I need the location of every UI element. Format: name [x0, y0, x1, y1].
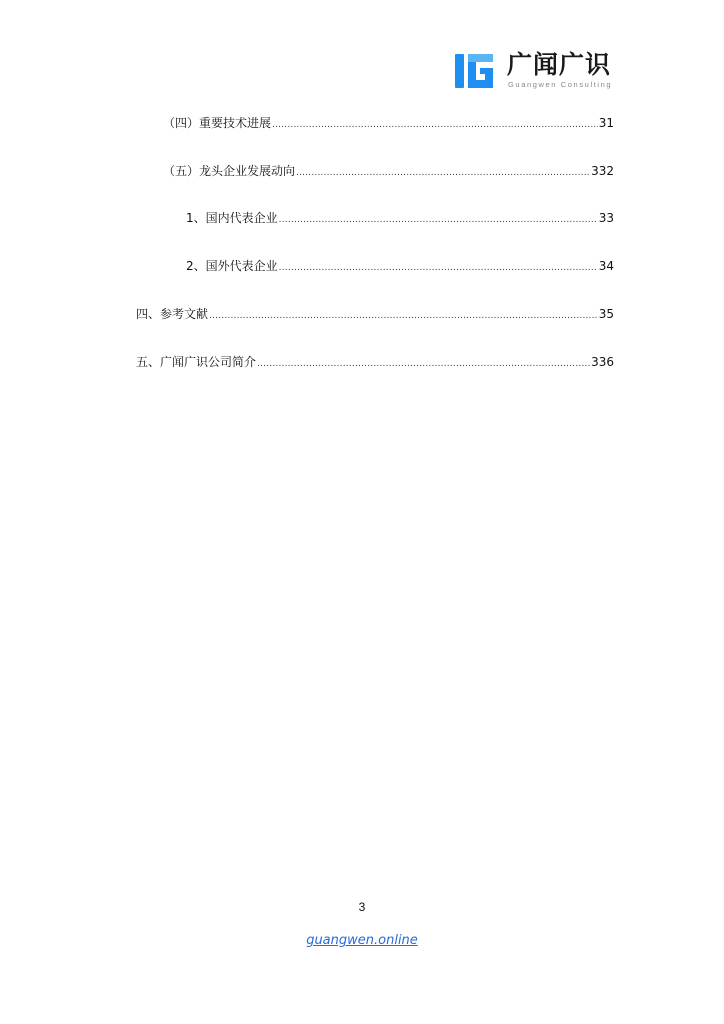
toc-entry[interactable]: [186, 210, 614, 226]
toc-entry-label: 四、参考文献: [136, 307, 209, 321]
toc-entry[interactable]: [163, 115, 614, 131]
toc-leader-dots: [272, 117, 598, 133]
toc-leader-dots: [296, 165, 590, 181]
toc-entry-label: 1、国内代表企业: [186, 211, 278, 225]
toc-entry[interactable]: [136, 354, 614, 370]
logo-subtitle: Guangwen Consulting: [508, 80, 613, 89]
page-number: 3: [358, 900, 366, 914]
toc-entry-page: 35: [598, 307, 614, 321]
toc-entry-label: 2、国外代表企业: [186, 259, 278, 273]
toc-leader-dots: [257, 356, 590, 372]
company-logo: [455, 50, 615, 92]
toc-entry-label: （五）龙头企业发展动向: [163, 164, 296, 178]
toc-entry-page: 336: [591, 355, 614, 369]
toc-leader-dots: [279, 260, 598, 276]
toc-leader-dots: [279, 212, 598, 228]
guangwen-logo-icon: [455, 52, 495, 90]
toc-entry-label: （四）重要技术进展: [163, 116, 272, 130]
toc-entry-page: 31: [598, 116, 614, 130]
toc-entry[interactable]: [163, 163, 614, 179]
toc-entry-label: 五、广闻广识公司简介: [136, 355, 257, 369]
toc-entry[interactable]: [186, 258, 614, 274]
toc-entry[interactable]: [136, 306, 614, 322]
toc-leader-dots: [209, 308, 598, 324]
toc-entry-page: 33: [598, 211, 614, 225]
logo-name: 广闻广识: [507, 50, 612, 79]
toc-entry-page: 34: [598, 259, 614, 273]
toc-entry-page: 332: [591, 164, 614, 178]
footer-website-link[interactable]: guangwen.online: [306, 933, 418, 948]
